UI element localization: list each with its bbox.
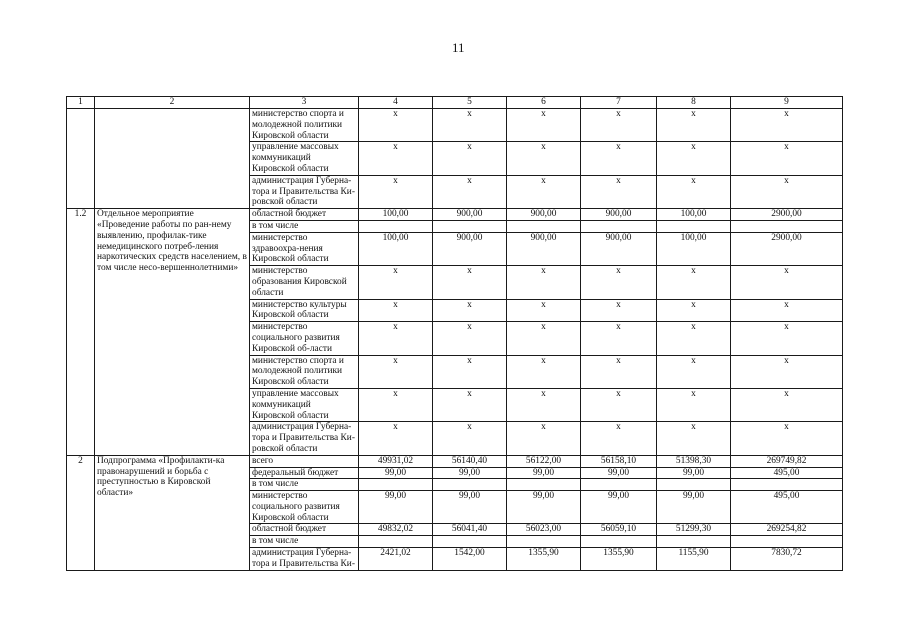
value-cell: x bbox=[507, 322, 581, 355]
value-cell: 900,00 bbox=[433, 232, 507, 265]
column-header: 5 bbox=[433, 97, 507, 109]
value-cell: x bbox=[657, 388, 731, 421]
value-cell bbox=[657, 220, 731, 232]
value-cell: 49832,02 bbox=[359, 524, 433, 536]
value-cell: 900,00 bbox=[433, 209, 507, 221]
value-cell: x bbox=[731, 355, 843, 388]
funding-source-cell: администрация Губерна-тора и Правительства Ки- bbox=[250, 548, 359, 571]
value-cell: 269254,82 bbox=[731, 524, 843, 536]
value-cell: x bbox=[433, 355, 507, 388]
value-cell bbox=[731, 220, 843, 232]
table-row bbox=[67, 209, 843, 221]
value-cell: 1355,90 bbox=[507, 548, 581, 571]
item-number-cell: 2 bbox=[67, 455, 95, 570]
value-cell bbox=[433, 536, 507, 548]
value-cell: x bbox=[507, 142, 581, 175]
value-cell bbox=[433, 479, 507, 491]
funding-source-cell: управление массовых коммуникаций Кировской области bbox=[250, 142, 359, 175]
value-cell bbox=[359, 536, 433, 548]
value-cell: 1355,90 bbox=[581, 548, 657, 571]
value-cell: 495,00 bbox=[731, 467, 843, 479]
value-cell bbox=[731, 479, 843, 491]
item-name-cell: Отдельное мероприятие «Проведение работы по ран-нему выявлению, профилак-тике немедицинского потреб-ления наркотических средств населением, в том числе несо-вершеннолетними» bbox=[95, 209, 250, 456]
funding-source-cell: министерство здравоохра-нения Кировской области bbox=[250, 232, 359, 265]
funding-source-cell: администрация Губерна-тора и Правительства Ки-ровской области bbox=[250, 422, 359, 455]
value-cell bbox=[507, 536, 581, 548]
value-cell: x bbox=[657, 422, 731, 455]
value-cell: x bbox=[731, 388, 843, 421]
funding-source-cell: администрация Губерна-тора и Правительства Ки-ровской области bbox=[250, 175, 359, 208]
funding-source-cell: областной бюджет bbox=[250, 524, 359, 536]
funding-source-cell: министерство культуры Кировской области bbox=[250, 299, 359, 322]
value-cell: x bbox=[507, 422, 581, 455]
item-number-cell bbox=[67, 109, 95, 209]
value-cell: 100,00 bbox=[359, 232, 433, 265]
value-cell: 2421,02 bbox=[359, 548, 433, 571]
value-cell: x bbox=[657, 355, 731, 388]
value-cell: 99,00 bbox=[359, 491, 433, 524]
value-cell bbox=[507, 479, 581, 491]
value-cell bbox=[581, 220, 657, 232]
funding-source-cell: министерство спорта и молодежной политики Кировской области bbox=[250, 109, 359, 142]
value-cell: 900,00 bbox=[581, 209, 657, 221]
funding-source-cell: министерство социального развития Кировской об-ласти bbox=[250, 322, 359, 355]
value-cell: 56158,10 bbox=[581, 455, 657, 467]
column-header: 4 bbox=[359, 97, 433, 109]
value-cell: x bbox=[581, 299, 657, 322]
value-cell bbox=[359, 220, 433, 232]
value-cell: x bbox=[657, 109, 731, 142]
funding-source-cell: министерство образования Кировской области bbox=[250, 266, 359, 299]
item-name-cell: Подпрограмма «Профилакти-ка правонарушений и борьба с преступностью в Кировской области» bbox=[95, 455, 250, 570]
value-cell: x bbox=[657, 322, 731, 355]
column-header: 9 bbox=[731, 97, 843, 109]
value-cell: x bbox=[657, 142, 731, 175]
value-cell: 56059,10 bbox=[581, 524, 657, 536]
table-row bbox=[67, 109, 843, 142]
table-row bbox=[67, 455, 843, 467]
value-cell: 100,00 bbox=[657, 232, 731, 265]
value-cell: 56122,00 bbox=[507, 455, 581, 467]
funding-source-cell: министерство социального развития Кировской области bbox=[250, 491, 359, 524]
value-cell: 7830,72 bbox=[731, 548, 843, 571]
value-cell: 99,00 bbox=[359, 467, 433, 479]
value-cell: x bbox=[359, 142, 433, 175]
value-cell: x bbox=[359, 355, 433, 388]
value-cell: x bbox=[507, 299, 581, 322]
funding-source-cell: федеральный бюджет bbox=[250, 467, 359, 479]
value-cell: 56023,00 bbox=[507, 524, 581, 536]
value-cell: x bbox=[359, 175, 433, 208]
funding-source-cell: министерство спорта и молодежной политики Кировской области bbox=[250, 355, 359, 388]
value-cell: 99,00 bbox=[507, 491, 581, 524]
value-cell: 51398,30 bbox=[657, 455, 731, 467]
value-cell: 100,00 bbox=[359, 209, 433, 221]
value-cell: x bbox=[731, 142, 843, 175]
value-cell: 99,00 bbox=[507, 467, 581, 479]
value-cell: 1542,00 bbox=[433, 548, 507, 571]
value-cell: 99,00 bbox=[657, 491, 731, 524]
value-cell: x bbox=[507, 355, 581, 388]
column-header: 1 bbox=[67, 97, 95, 109]
value-cell bbox=[731, 536, 843, 548]
funding-source-cell: всего bbox=[250, 455, 359, 467]
column-header: 3 bbox=[250, 97, 359, 109]
value-cell: x bbox=[359, 322, 433, 355]
table-header-row bbox=[67, 97, 843, 109]
value-cell: 99,00 bbox=[581, 467, 657, 479]
value-cell: x bbox=[433, 175, 507, 208]
value-cell: x bbox=[433, 299, 507, 322]
value-cell: 49931,02 bbox=[359, 455, 433, 467]
value-cell: 99,00 bbox=[433, 491, 507, 524]
value-cell: x bbox=[581, 322, 657, 355]
funding-source-cell: областной бюджет bbox=[250, 209, 359, 221]
value-cell: 51299,30 bbox=[657, 524, 731, 536]
value-cell: x bbox=[433, 142, 507, 175]
value-cell: x bbox=[507, 109, 581, 142]
value-cell: x bbox=[433, 266, 507, 299]
value-cell: x bbox=[657, 299, 731, 322]
value-cell: x bbox=[731, 266, 843, 299]
value-cell bbox=[507, 220, 581, 232]
column-header: 8 bbox=[657, 97, 731, 109]
item-number-cell: 1.2 bbox=[67, 209, 95, 456]
value-cell: 269749,82 bbox=[731, 455, 843, 467]
value-cell: x bbox=[507, 266, 581, 299]
value-cell: 56140,40 bbox=[433, 455, 507, 467]
value-cell: x bbox=[433, 109, 507, 142]
value-cell: x bbox=[581, 109, 657, 142]
value-cell: 900,00 bbox=[581, 232, 657, 265]
value-cell: x bbox=[731, 299, 843, 322]
value-cell: x bbox=[731, 422, 843, 455]
value-cell bbox=[433, 220, 507, 232]
value-cell: x bbox=[581, 422, 657, 455]
value-cell: 1155,90 bbox=[657, 548, 731, 571]
value-cell: x bbox=[581, 355, 657, 388]
value-cell: 900,00 bbox=[507, 232, 581, 265]
value-cell: 2900,00 bbox=[731, 232, 843, 265]
column-header: 6 bbox=[507, 97, 581, 109]
page-number: 11 bbox=[452, 40, 465, 55]
value-cell: 2900,00 bbox=[731, 209, 843, 221]
value-cell: x bbox=[731, 175, 843, 208]
value-cell: 99,00 bbox=[657, 467, 731, 479]
value-cell: x bbox=[359, 109, 433, 142]
item-name-cell bbox=[95, 109, 250, 209]
value-cell: x bbox=[433, 322, 507, 355]
value-cell: x bbox=[433, 422, 507, 455]
value-cell: x bbox=[581, 142, 657, 175]
value-cell bbox=[359, 479, 433, 491]
value-cell: x bbox=[507, 388, 581, 421]
value-cell: 100,00 bbox=[657, 209, 731, 221]
value-cell: x bbox=[433, 388, 507, 421]
value-cell: x bbox=[581, 266, 657, 299]
value-cell: x bbox=[581, 388, 657, 421]
value-cell: 99,00 bbox=[581, 491, 657, 524]
value-cell bbox=[581, 479, 657, 491]
funding-source-cell: управление массовых коммуникаций Кировской области bbox=[250, 388, 359, 421]
value-cell: x bbox=[581, 175, 657, 208]
value-cell bbox=[657, 536, 731, 548]
value-cell: x bbox=[359, 299, 433, 322]
value-cell: 56041,40 bbox=[433, 524, 507, 536]
value-cell: x bbox=[731, 322, 843, 355]
funding-source-cell: в том числе bbox=[250, 220, 359, 232]
column-header: 7 bbox=[581, 97, 657, 109]
value-cell: x bbox=[507, 175, 581, 208]
value-cell bbox=[581, 536, 657, 548]
funding-source-cell: в том числе bbox=[250, 536, 359, 548]
value-cell: x bbox=[731, 109, 843, 142]
budget-table bbox=[66, 96, 843, 571]
value-cell: x bbox=[359, 422, 433, 455]
value-cell bbox=[657, 479, 731, 491]
value-cell: x bbox=[359, 266, 433, 299]
value-cell: x bbox=[359, 388, 433, 421]
value-cell: x bbox=[657, 266, 731, 299]
column-header: 2 bbox=[95, 97, 250, 109]
value-cell: 99,00 bbox=[433, 467, 507, 479]
value-cell: x bbox=[657, 175, 731, 208]
value-cell: 495,00 bbox=[731, 491, 843, 524]
value-cell: 900,00 bbox=[507, 209, 581, 221]
funding-source-cell: в том числе bbox=[250, 479, 359, 491]
